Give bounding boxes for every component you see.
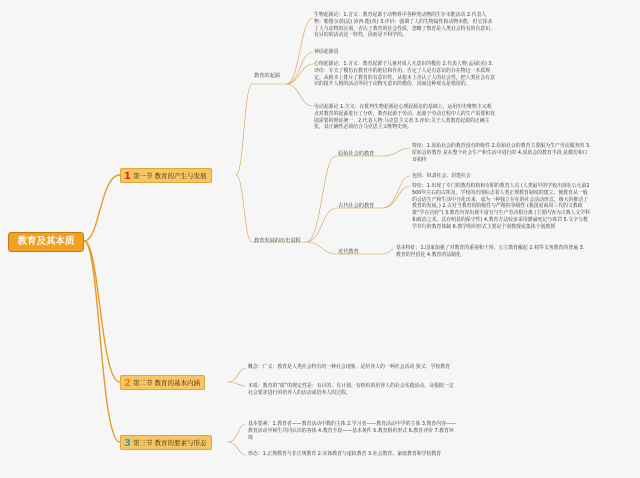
elements-forms-text: 形态：1.正规教育与非正规教育 2.实体教育与虚拟教育 3.社会教育、家庭教育和学校教育 bbox=[248, 451, 442, 457]
section-2-node[interactable] bbox=[120, 375, 205, 390]
ancient-label[interactable]: 古代社会的教育 bbox=[338, 203, 375, 209]
history-label[interactable]: 教育发展的历史进程 bbox=[254, 238, 301, 244]
bio-origin-text: 生物起源论：1.含义：教育起源于动物界中各种类动物的生存本能活动 2.代表人物：勒图尔诺(法) 沛西·能(英) 3.评价：强调了人的生物属性和动物本能，但它抹杀了人与动物的区别，否认了教育的社会性质，忽略了教育是人类社会特有的有意识、有目的的活动这一特性，因而是不科学的。 bbox=[314, 12, 495, 39]
link-root-sec3 bbox=[84, 241, 120, 442]
concept-broad-text: 概念：广义：教育是人类社会特有的一种社会现象，是培养人的一种社会活动 狭义：学校教育 bbox=[248, 364, 451, 370]
ancient-include-text: 包括：奴隶社会、封建社会 bbox=[412, 173, 471, 179]
section-1-node[interactable] bbox=[120, 168, 212, 183]
section-number: 3 bbox=[124, 438, 131, 449]
labor-origin-text: 劳动起源论 1.含义：在批判生物起源论心理起源论的基础上，运用历史唯物主义观点对教育的起源进行了分析，教育起源于劳动，起源于劳动过程中人的生产需要和发展需要的辩证统一。2.代表人物:马克思主义者 3.评价:关于人类教育起源的正确主张，其正确性必须结合马克思主义唯物史观。 bbox=[314, 104, 495, 131]
primitive-text: 特征：1.原始社会的教育没有阶级性 2.原始社会的教育主要服为生产劳动服务的 3.原始会的教育 是在整个社会生产和生活中进行的 4.原始会的教育手段 是模仿和口耳相传 bbox=[412, 143, 591, 163]
concept-essence-text: 本质：教育的“质”的规定性是：有目的、有计划、有组织的培养人的社会实践活动，及根据一定社会要求进行的培养人的活动或培养人的过程。 bbox=[248, 383, 454, 396]
psych-origin-text: 心理起源论：1.含义：教育起源于儿童对成人无意识的模仿 2.代表人物:孟禄(美) 3.评价：专夫了模仿在教育中的地位和作用。否定了人是有意识的存在物这一本质规定。从根本上排斥了教育的有意识性，从根本上否认了人的社会性，把人类社会有意识的提升人格的活动等同于动物无意识的模仿，因而这种观点是错误的。 bbox=[314, 61, 495, 88]
link-root-sec1 bbox=[84, 175, 120, 241]
origin-label[interactable]: 教育的起源 bbox=[254, 73, 280, 79]
link-sec1-origin bbox=[236, 84, 252, 175]
link-sec1-history bbox=[236, 175, 252, 242]
modern-label[interactable]: 近代教育 bbox=[338, 249, 359, 255]
elements-basic-text: 基本要素：1.教育者——教育活动中教的主体 2.学习者——教育活动中学的主体 3.教育内容——教育活动中师生共同认识的客体 4.教育手段——基本条件 5.教育组织形式 6.教育评价 7.教育环境 bbox=[248, 421, 456, 441]
myth-origin-text: 神话起源说 bbox=[314, 49, 339, 55]
section-3-node[interactable] bbox=[120, 435, 212, 450]
section-number: 1 bbox=[124, 171, 131, 182]
modern-text: 基本特征：1.国家加强了对教育的重视和干预，公立教育崛起 2.初等义务教育的普遍 3.教育的世俗化 4.教育的法制化 bbox=[396, 245, 585, 258]
root-node[interactable]: 教育及其本质 bbox=[8, 232, 84, 252]
primitive-label[interactable]: 原始社会的教育 bbox=[338, 151, 375, 157]
section-title: 第一节 教育的产生与发展 bbox=[132, 172, 207, 180]
section-number: 2 bbox=[124, 378, 131, 389]
section-title: 第二节 教育的基本内涵 bbox=[132, 379, 201, 387]
ancient-text: 特征：1.出现了专门的教育机构和专职的教育人员 (人类最早的学校出现在公元前2500年左右的古埃及。学校的出现标志着人类正规教育制度的建立。便教育从一般的会话生产和生活中分化出来，成为一种独立存在的社会活动形式，极大的推动了教育的发展。) 2.古对当教育的阶级性与严格的等级性 (我国夏商周三代的文教政策“学在官府”) 3.教育内容出现丰富且与生产劳动相分离 (主要内容为古典人文学科和政治之术，具有明显的保守性) 4.教育方法较多采用灌诵死记与体罚 5.文字与教学并行的教育体制 6.教学组织形式主要是个别教授或集体个别教授 bbox=[412, 183, 591, 230]
section-title: 第三节 教育的要素与形态 bbox=[132, 439, 207, 447]
